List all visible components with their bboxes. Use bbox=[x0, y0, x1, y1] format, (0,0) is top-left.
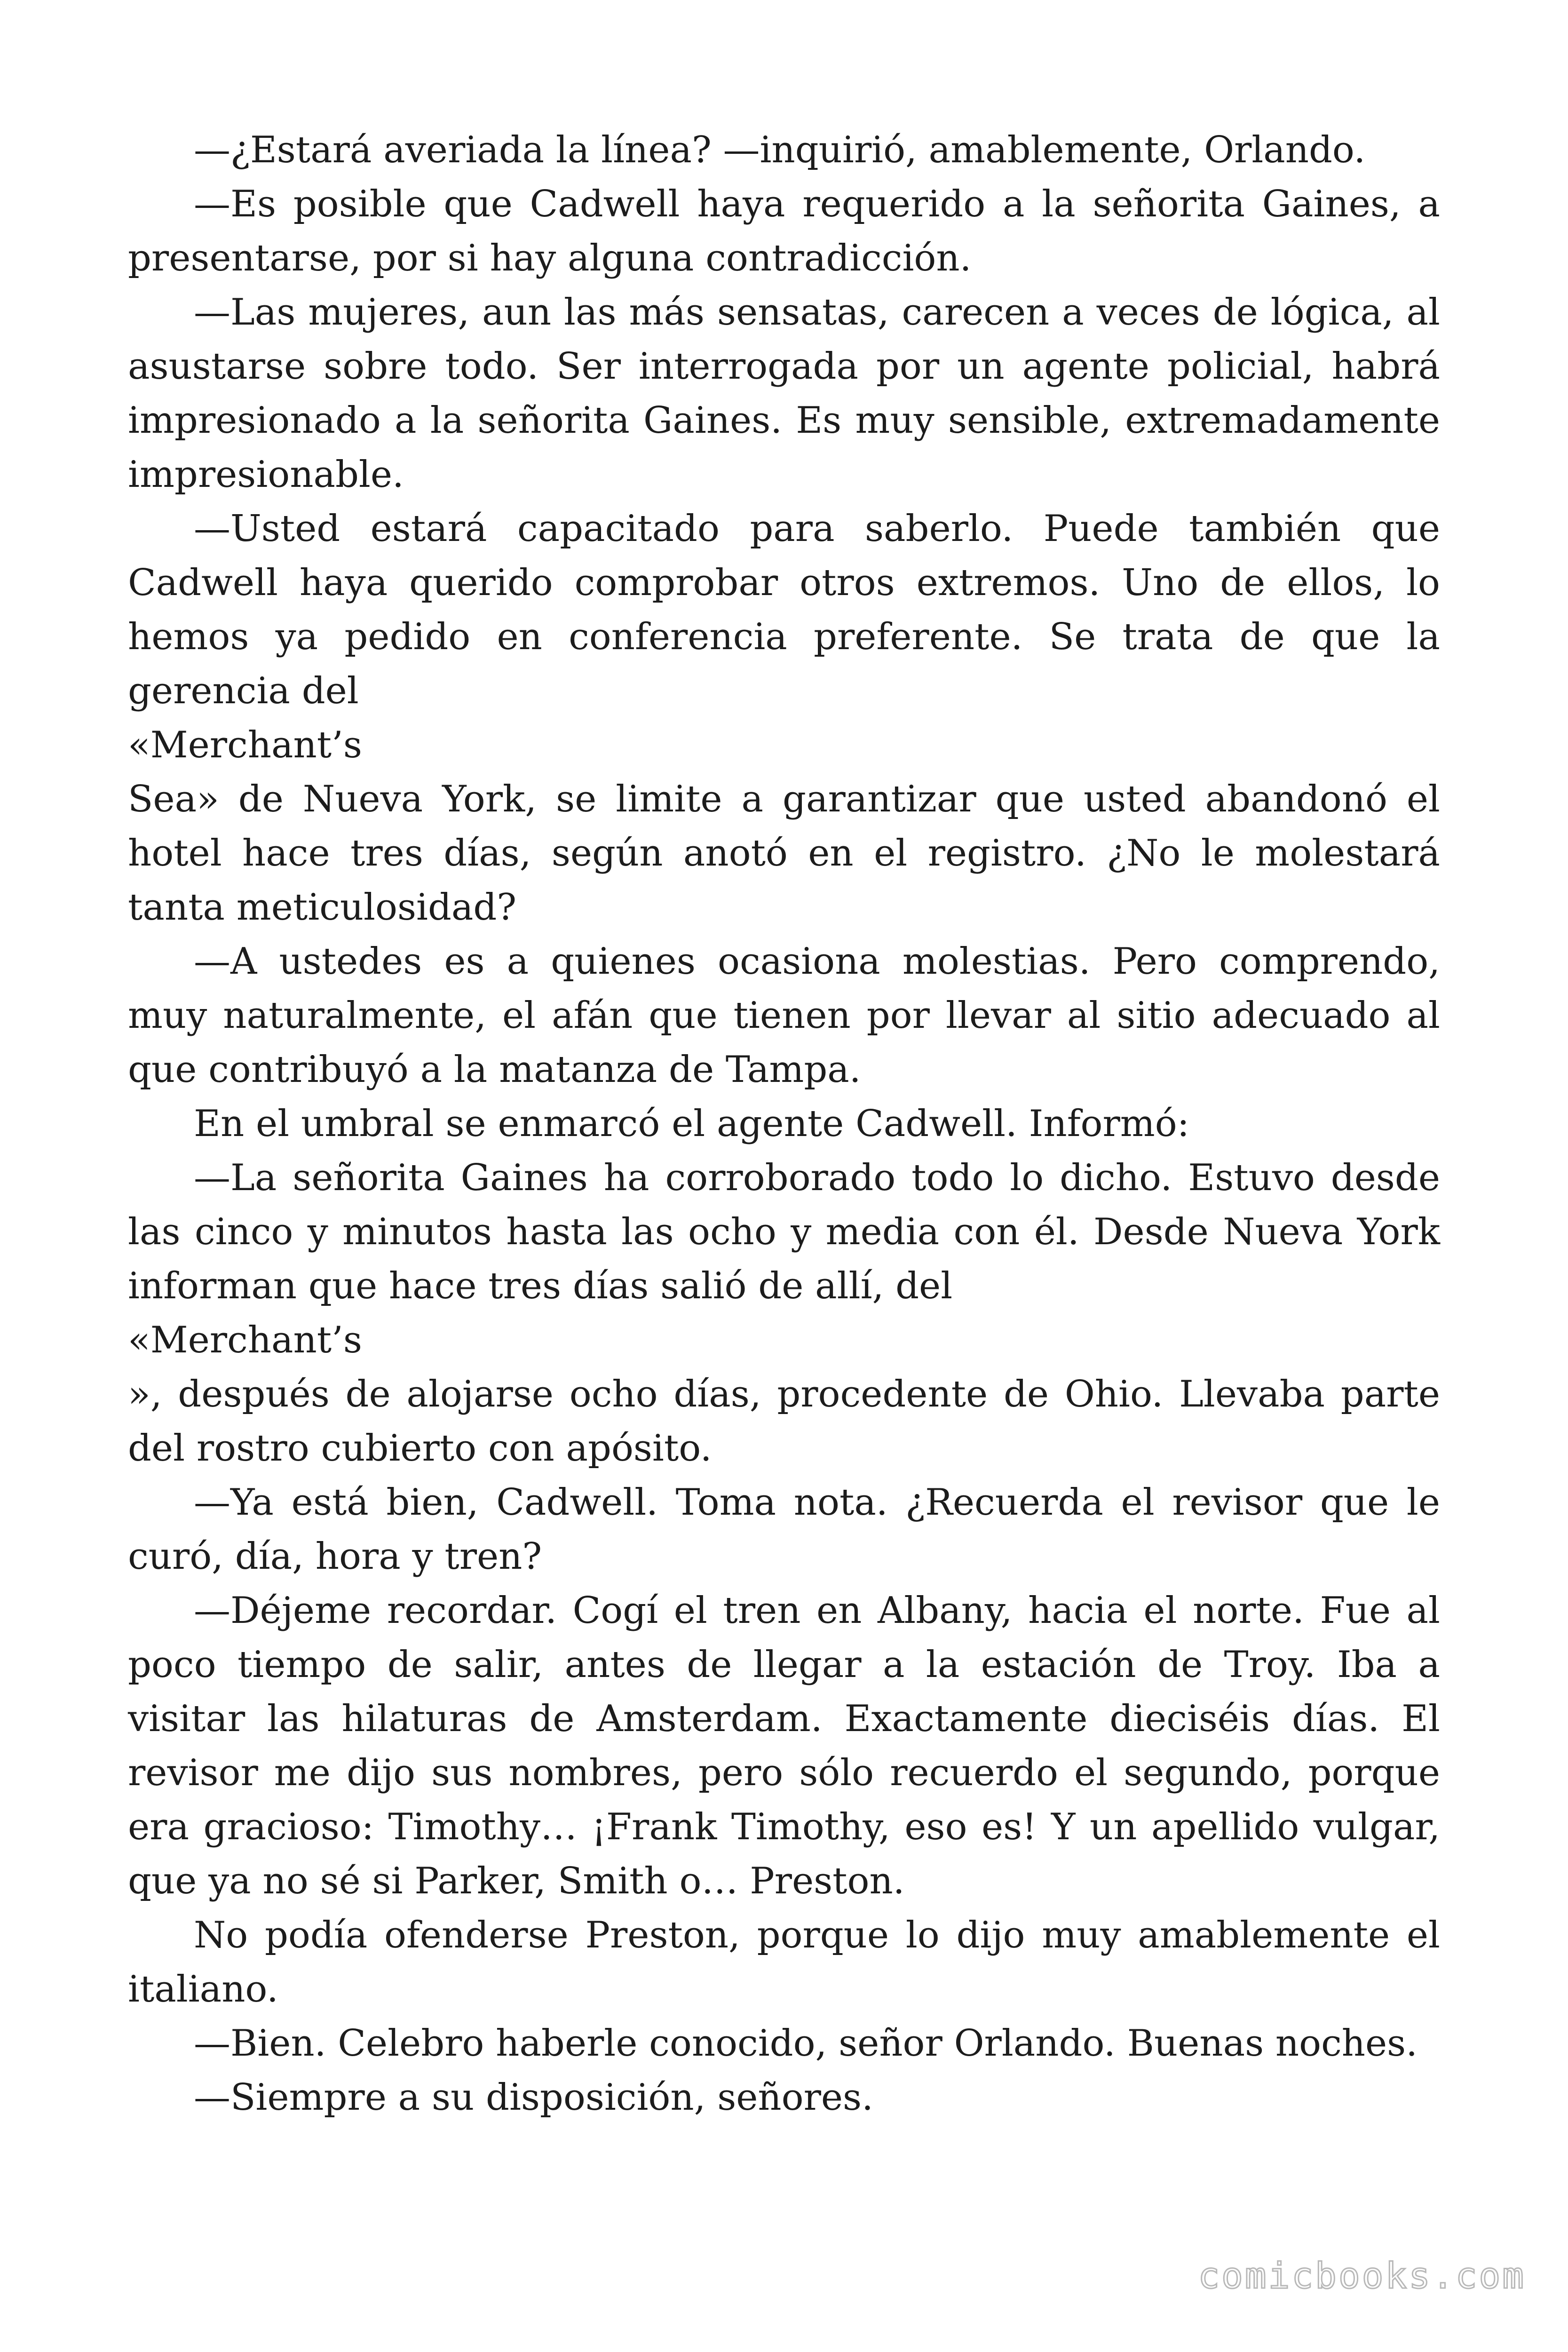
paragraph: —¿Estará averiada la línea? —inquirió, amablemente, Orlando. bbox=[194, 129, 1366, 171]
paragraph-fragment: «Merchant’s bbox=[128, 1319, 362, 1361]
watermark: comicbooks.com bbox=[1198, 2255, 1526, 2296]
paragraph: —Las mujeres, aun las más sensatas, carecen a veces de lógica, al asustarse sobre todo. Ser interrogada por un agente policial, habrá impresionado a la señorita Gaines. Es muy sensible, extremadamente impresionable. bbox=[128, 291, 1440, 496]
paragraph: —Usted estará capacitado para saberlo. Puede también que Cadwell haya querido comprobar otros extremos. Uno de ellos, lo hemos ya pedido en conferencia preferente. Se trata de que la gerencia del bbox=[128, 508, 1440, 712]
paragraph: —A ustedes es a quienes ocasiona molestias. Pero comprendo, muy naturalmente, el afán que tienen por llevar al sitio adecuado al que contribuyó a la matanza de Tampa. bbox=[128, 940, 1440, 1091]
paragraph: —Es posible que Cadwell haya requerido a la señorita Gaines, a presentarse, por si hay alguna contradicción. bbox=[128, 183, 1440, 279]
paragraph: —Bien. Celebro haberle conocido, señor Orlando. Buenas noches. bbox=[194, 2022, 1418, 2065]
paragraph: En el umbral se enmarcó el agente Cadwell. Informó: bbox=[194, 1103, 1190, 1145]
paragraph: —Ya está bien, Cadwell. Toma nota. ¿Recuerda el revisor que le curó, día, hora y tren? bbox=[128, 1481, 1440, 1578]
paragraph-continuation: Sea» de Nueva York, se limite a garantizar que usted abandonó el hotel hace tres días, según anotó en el registro. ¿No le molestará tanta meticulosidad? bbox=[128, 778, 1440, 929]
paragraph-continuation: », después de alojarse ocho días, procedente de Ohio. Llevaba parte del rostro cubierto con apósito. bbox=[128, 1373, 1440, 1470]
body-text bbox=[128, 123, 1440, 2125]
paragraph: —Déjeme recordar. Cogí el tren en Albany, hacia el norte. Fue al poco tiempo de salir, antes de llegar a la estación de Troy. Iba a visitar las hilaturas de Amsterdam. Exactamente dieciséis días. El revisor me dijo sus nombres, pero sólo recuerdo el segundo, porque era gracioso: Timothy… ¡Frank Timothy, eso es! Y un apellido vulgar, que ya no sé si Parker, Smith o… Preston. bbox=[128, 1589, 1440, 1902]
paragraph-fragment: «Merchant’s bbox=[128, 724, 362, 766]
paragraph: —Siempre a su disposición, señores. bbox=[194, 2076, 873, 2119]
paragraph: —La señorita Gaines ha corroborado todo lo dicho. Estuvo desde las cinco y minutos hasta las ocho y media con él. Desde Nueva York informan que hace tres días salió de allí, del bbox=[128, 1157, 1440, 1307]
paragraph: No podía ofenderse Preston, porque lo dijo muy amablemente el italiano. bbox=[128, 1914, 1440, 2010]
